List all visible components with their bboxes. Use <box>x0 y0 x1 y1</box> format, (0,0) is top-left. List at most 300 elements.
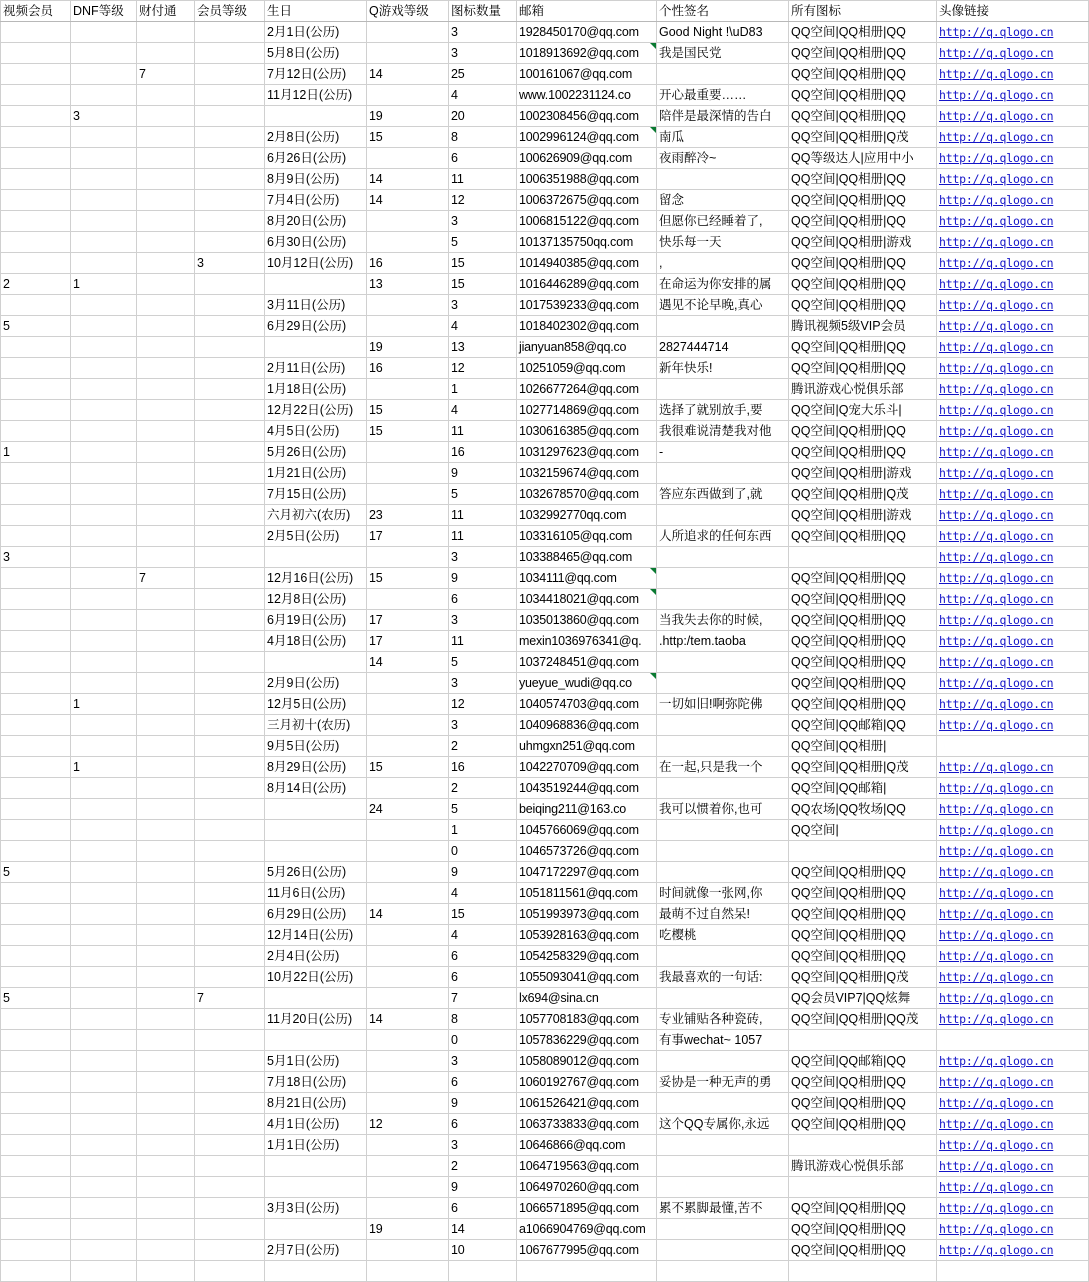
table-row[interactable] <box>1 589 1089 610</box>
cell-dnf_level[interactable] <box>71 925 137 946</box>
cell-video_vip[interactable] <box>1 400 71 421</box>
avatar-link[interactable]: http://q.qlogo.cn <box>939 46 1054 60</box>
cell-dnf_level[interactable] <box>71 631 137 652</box>
cell-birthday[interactable]: 2月8日(公历) <box>265 127 367 148</box>
cell-email[interactable]: 1054258329@qq.com <box>517 946 657 967</box>
cell-birthday[interactable]: 6月29日(公历) <box>265 904 367 925</box>
cell-dnf_level[interactable] <box>71 22 137 43</box>
cell-signature[interactable]: .http:/tem.taoba <box>657 631 789 652</box>
cell-birthday[interactable] <box>265 652 367 673</box>
cell-video_vip[interactable] <box>1 694 71 715</box>
table-row[interactable] <box>1 526 1089 547</box>
cell-qgame_level[interactable]: 16 <box>367 358 449 379</box>
cell-avatar_link[interactable] <box>937 1177 1089 1198</box>
avatar-link[interactable]: http://q.qlogo.cn <box>939 718 1054 732</box>
cell-qgame_level[interactable] <box>367 1156 449 1177</box>
cell-all_icons[interactable]: QQ空间|QQ相册|QQ <box>789 862 937 883</box>
cell-signature[interactable]: 陪伴是最深情的告白 <box>657 106 789 127</box>
cell-dnf_level[interactable] <box>71 862 137 883</box>
cell-qgame_level[interactable] <box>367 1093 449 1114</box>
cell-qgame_level[interactable] <box>367 862 449 883</box>
avatar-link[interactable]: http://q.qlogo.cn <box>939 613 1054 627</box>
cell-icon_count[interactable]: 2 <box>449 778 517 799</box>
cell-video_vip[interactable] <box>1 1240 71 1261</box>
cell-email[interactable]: 1034418021@qq.com <box>517 589 657 610</box>
cell-avatar_link[interactable] <box>937 652 1089 673</box>
cell-email[interactable]: 1061526421@qq.com <box>517 1093 657 1114</box>
cell-video_vip[interactable] <box>1 610 71 631</box>
cell-all_icons[interactable] <box>789 841 937 862</box>
cell-birthday[interactable]: 6月26日(公历) <box>265 148 367 169</box>
cell-video_vip[interactable] <box>1 883 71 904</box>
cell-qgame_level[interactable] <box>367 589 449 610</box>
cell-caifutong[interactable] <box>137 1261 195 1282</box>
cell-all_icons[interactable]: QQ空间|QQ相册|QQ <box>789 442 937 463</box>
cell-all_icons[interactable]: QQ空间|QQ相册|QQ <box>789 106 937 127</box>
cell-email[interactable]: www.1002231124.co <box>517 85 657 106</box>
avatar-link[interactable]: http://q.qlogo.cn <box>939 67 1054 81</box>
table-row[interactable] <box>1 568 1089 589</box>
table-row[interactable] <box>1 1093 1089 1114</box>
cell-all_icons[interactable]: QQ空间|QQ相册|QQ <box>789 295 937 316</box>
cell-birthday[interactable] <box>265 1177 367 1198</box>
cell-signature[interactable]: 我最喜欢的一句话: <box>657 967 789 988</box>
cell-avatar_link[interactable] <box>937 841 1089 862</box>
cell-video_vip[interactable] <box>1 211 71 232</box>
table-row[interactable] <box>1 1051 1089 1072</box>
cell-dnf_level[interactable] <box>71 904 137 925</box>
cell-caifutong[interactable] <box>137 211 195 232</box>
cell-member_level[interactable] <box>195 148 265 169</box>
cell-birthday[interactable]: 2月4日(公历) <box>265 946 367 967</box>
avatar-link[interactable]: http://q.qlogo.cn <box>939 109 1054 123</box>
cell-video_vip[interactable] <box>1 295 71 316</box>
cell-avatar_link[interactable] <box>937 904 1089 925</box>
cell-email[interactable]: jianyuan858@qq.co <box>517 337 657 358</box>
avatar-link[interactable]: http://q.qlogo.cn <box>939 151 1054 165</box>
cell-birthday[interactable] <box>265 337 367 358</box>
cell-signature[interactable] <box>657 1156 789 1177</box>
cell-email[interactable]: 10646866@qq.com <box>517 1135 657 1156</box>
cell-birthday[interactable]: 1月1日(公历) <box>265 1135 367 1156</box>
table-row[interactable] <box>1 652 1089 673</box>
cell-member_level[interactable] <box>195 946 265 967</box>
cell-avatar_link[interactable] <box>937 190 1089 211</box>
cell-email[interactable]: 1018402302@qq.com <box>517 316 657 337</box>
cell-caifutong[interactable] <box>137 652 195 673</box>
cell-dnf_level[interactable]: 1 <box>71 757 137 778</box>
cell-video_vip[interactable] <box>1 463 71 484</box>
cell-video_vip[interactable] <box>1 1093 71 1114</box>
cell-all_icons[interactable]: 腾讯视频5级VIP会员 <box>789 316 937 337</box>
cell-icon_count[interactable]: 3 <box>449 22 517 43</box>
avatar-link[interactable]: http://q.qlogo.cn <box>939 424 1054 438</box>
cell-dnf_level[interactable] <box>71 190 137 211</box>
cell-signature[interactable]: Good Night !\uD83 <box>657 22 789 43</box>
cell-birthday[interactable]: 7月12日(公历) <box>265 64 367 85</box>
cell-qgame_level[interactable]: 15 <box>367 568 449 589</box>
cell-signature[interactable] <box>657 64 789 85</box>
cell-qgame_level[interactable] <box>367 85 449 106</box>
cell-dnf_level[interactable] <box>71 673 137 694</box>
cell-all_icons[interactable]: QQ空间|QQ相册|Q茂 <box>789 967 937 988</box>
table-row[interactable] <box>1 421 1089 442</box>
cell-caifutong[interactable] <box>137 631 195 652</box>
cell-email[interactable]: 1027714869@qq.com <box>517 400 657 421</box>
cell-member_level[interactable] <box>195 568 265 589</box>
cell-all_icons[interactable]: QQ空间|QQ相册| <box>789 736 937 757</box>
cell-birthday[interactable] <box>265 274 367 295</box>
cell-all_icons[interactable]: QQ空间|QQ相册|QQ <box>789 589 937 610</box>
avatar-link[interactable]: http://q.qlogo.cn <box>939 403 1054 417</box>
table-row[interactable] <box>1 757 1089 778</box>
cell-caifutong[interactable] <box>137 1156 195 1177</box>
cell-dnf_level[interactable]: 1 <box>71 694 137 715</box>
cell-qgame_level[interactable]: 14 <box>367 904 449 925</box>
cell-caifutong[interactable] <box>137 1009 195 1030</box>
cell-caifutong[interactable] <box>137 1240 195 1261</box>
cell-dnf_level[interactable] <box>71 1135 137 1156</box>
cell-member_level[interactable] <box>195 547 265 568</box>
cell-video_vip[interactable] <box>1 925 71 946</box>
cell-all_icons[interactable]: QQ空间|QQ相册|Q茂 <box>789 127 937 148</box>
cell-qgame_level[interactable] <box>367 925 449 946</box>
cell-member_level[interactable] <box>195 778 265 799</box>
cell-qgame_level[interactable] <box>367 1072 449 1093</box>
cell-birthday[interactable]: 8月9日(公历) <box>265 169 367 190</box>
cell-dnf_level[interactable] <box>71 988 137 1009</box>
cell-email[interactable]: 1018913692@qq.com <box>517 43 657 64</box>
cell-email[interactable]: 1047172297@qq.com <box>517 862 657 883</box>
cell-icon_count[interactable]: 11 <box>449 631 517 652</box>
cell-icon_count[interactable]: 4 <box>449 883 517 904</box>
cell-birthday[interactable] <box>265 1219 367 1240</box>
cell-icon_count[interactable]: 4 <box>449 400 517 421</box>
cell-email[interactable]: 1002996124@qq.com <box>517 127 657 148</box>
column-header-member_level[interactable]: 会员等级 <box>195 1 265 22</box>
cell-member_level[interactable] <box>195 883 265 904</box>
cell-email[interactable]: 1046573726@qq.com <box>517 841 657 862</box>
cell-email[interactable]: 1032159674@qq.com <box>517 463 657 484</box>
cell-email[interactable]: 1031297623@qq.com <box>517 442 657 463</box>
cell-dnf_level[interactable] <box>71 316 137 337</box>
cell-email[interactable] <box>517 1261 657 1282</box>
cell-dnf_level[interactable] <box>71 337 137 358</box>
cell-member_level[interactable] <box>195 400 265 421</box>
cell-all_icons[interactable]: QQ空间|QQ相册|QQ <box>789 64 937 85</box>
cell-avatar_link[interactable] <box>937 589 1089 610</box>
cell-caifutong[interactable] <box>137 988 195 1009</box>
cell-caifutong[interactable] <box>137 169 195 190</box>
cell-birthday[interactable]: 8月14日(公历) <box>265 778 367 799</box>
cell-dnf_level[interactable] <box>71 1030 137 1051</box>
cell-email[interactable]: 1045766069@qq.com <box>517 820 657 841</box>
table-row[interactable] <box>1 1261 1089 1282</box>
cell-qgame_level[interactable]: 15 <box>367 400 449 421</box>
cell-all_icons[interactable]: QQ空间|QQ相册|QQ <box>789 1072 937 1093</box>
cell-dnf_level[interactable] <box>71 652 137 673</box>
cell-dnf_level[interactable] <box>71 400 137 421</box>
cell-icon_count[interactable]: 16 <box>449 442 517 463</box>
cell-dnf_level[interactable] <box>71 1051 137 1072</box>
cell-email[interactable]: 100626909@qq.com <box>517 148 657 169</box>
cell-email[interactable]: 1034111@qq.com <box>517 568 657 589</box>
cell-all_icons[interactable]: QQ空间|QQ相册|游戏 <box>789 463 937 484</box>
cell-video_vip[interactable] <box>1 253 71 274</box>
cell-member_level[interactable] <box>195 862 265 883</box>
cell-avatar_link[interactable] <box>937 1261 1089 1282</box>
column-header-qgame_level[interactable]: Q游戏等级 <box>367 1 449 22</box>
cell-caifutong[interactable] <box>137 757 195 778</box>
cell-birthday[interactable] <box>265 1156 367 1177</box>
cell-birthday[interactable] <box>265 1030 367 1051</box>
cell-video_vip[interactable] <box>1 1009 71 1030</box>
cell-email[interactable]: 1002308456@qq.com <box>517 106 657 127</box>
table-row[interactable] <box>1 232 1089 253</box>
cell-avatar_link[interactable] <box>937 421 1089 442</box>
cell-avatar_link[interactable] <box>937 442 1089 463</box>
cell-all_icons[interactable]: QQ空间|QQ相册|QQ <box>789 694 937 715</box>
cell-email[interactable]: 1064970260@qq.com <box>517 1177 657 1198</box>
cell-email[interactable]: 1035013860@qq.com <box>517 610 657 631</box>
avatar-link[interactable]: http://q.qlogo.cn <box>939 25 1054 39</box>
cell-signature[interactable]: 这个QQ专属你,永远 <box>657 1114 789 1135</box>
cell-icon_count[interactable]: 5 <box>449 652 517 673</box>
cell-birthday[interactable]: 2月5日(公历) <box>265 526 367 547</box>
cell-member_level[interactable] <box>195 841 265 862</box>
cell-icon_count[interactable]: 3 <box>449 547 517 568</box>
cell-qgame_level[interactable] <box>367 22 449 43</box>
cell-email[interactable]: beiqing211@163.co <box>517 799 657 820</box>
table-row[interactable] <box>1 1240 1089 1261</box>
cell-member_level[interactable] <box>195 736 265 757</box>
cell-email[interactable]: 1051993973@qq.com <box>517 904 657 925</box>
cell-email[interactable]: 10137135750qq.com <box>517 232 657 253</box>
cell-qgame_level[interactable] <box>367 1135 449 1156</box>
cell-signature[interactable] <box>657 652 789 673</box>
cell-birthday[interactable]: 9月5日(公历) <box>265 736 367 757</box>
table-row[interactable] <box>1 547 1089 568</box>
cell-member_level[interactable] <box>195 820 265 841</box>
cell-video_vip[interactable] <box>1 1072 71 1093</box>
cell-qgame_level[interactable]: 14 <box>367 169 449 190</box>
cell-video_vip[interactable] <box>1 232 71 253</box>
cell-icon_count[interactable]: 8 <box>449 127 517 148</box>
cell-all_icons[interactable]: QQ空间|QQ相册|游戏 <box>789 505 937 526</box>
cell-member_level[interactable] <box>195 589 265 610</box>
avatar-link[interactable]: http://q.qlogo.cn <box>939 928 1054 942</box>
cell-all_icons[interactable] <box>789 1261 937 1282</box>
cell-qgame_level[interactable] <box>367 148 449 169</box>
cell-birthday[interactable] <box>265 1261 367 1282</box>
cell-dnf_level[interactable] <box>71 232 137 253</box>
table-row[interactable] <box>1 1219 1089 1240</box>
cell-icon_count[interactable]: 11 <box>449 169 517 190</box>
cell-all_icons[interactable]: QQ空间|QQ相册|QQ茂 <box>789 1009 937 1030</box>
avatar-link[interactable]: http://q.qlogo.cn <box>939 277 1054 291</box>
cell-email[interactable]: 1040574703@qq.com <box>517 694 657 715</box>
cell-member_level[interactable] <box>195 631 265 652</box>
cell-video_vip[interactable] <box>1 757 71 778</box>
cell-all_icons[interactable]: QQ空间| <box>789 820 937 841</box>
cell-email[interactable]: 1026677264@qq.com <box>517 379 657 400</box>
cell-video_vip[interactable] <box>1 715 71 736</box>
cell-birthday[interactable]: 7月4日(公历) <box>265 190 367 211</box>
cell-video_vip[interactable]: 3 <box>1 547 71 568</box>
cell-dnf_level[interactable] <box>71 526 137 547</box>
cell-birthday[interactable] <box>265 841 367 862</box>
cell-all_icons[interactable]: QQ空间|QQ相册|游戏 <box>789 232 937 253</box>
cell-caifutong[interactable] <box>137 841 195 862</box>
cell-caifutong[interactable] <box>137 106 195 127</box>
cell-birthday[interactable]: 3月3日(公历) <box>265 1198 367 1219</box>
cell-avatar_link[interactable] <box>937 631 1089 652</box>
cell-all_icons[interactable]: QQ空间|QQ相册|QQ <box>789 1198 937 1219</box>
cell-birthday[interactable]: 4月5日(公历) <box>265 421 367 442</box>
cell-avatar_link[interactable] <box>937 799 1089 820</box>
cell-icon_count[interactable]: 6 <box>449 967 517 988</box>
cell-all_icons[interactable] <box>789 1135 937 1156</box>
cell-caifutong[interactable] <box>137 1135 195 1156</box>
cell-all_icons[interactable]: QQ空间|QQ相册|QQ <box>789 274 937 295</box>
table-row[interactable] <box>1 316 1089 337</box>
cell-email[interactable]: 10251059@qq.com <box>517 358 657 379</box>
cell-birthday[interactable]: 1月21日(公历) <box>265 463 367 484</box>
cell-video_vip[interactable] <box>1 64 71 85</box>
cell-caifutong[interactable] <box>137 484 195 505</box>
cell-all_icons[interactable]: QQ空间|QQ相册|QQ <box>789 253 937 274</box>
avatar-link[interactable]: http://q.qlogo.cn <box>939 1012 1054 1026</box>
avatar-link[interactable]: http://q.qlogo.cn <box>939 256 1054 270</box>
cell-icon_count[interactable]: 15 <box>449 274 517 295</box>
cell-icon_count[interactable]: 3 <box>449 715 517 736</box>
cell-avatar_link[interactable] <box>937 274 1089 295</box>
cell-signature[interactable]: 快乐每一天 <box>657 232 789 253</box>
cell-caifutong[interactable] <box>137 1198 195 1219</box>
cell-video_vip[interactable] <box>1 85 71 106</box>
cell-avatar_link[interactable] <box>937 568 1089 589</box>
cell-video_vip[interactable] <box>1 589 71 610</box>
cell-all_icons[interactable]: QQ等级达人|应用中小 <box>789 148 937 169</box>
cell-avatar_link[interactable] <box>937 127 1089 148</box>
cell-all_icons[interactable]: QQ空间|QQ相册|QQ <box>789 190 937 211</box>
avatar-link[interactable]: http://q.qlogo.cn <box>939 382 1054 396</box>
table-row[interactable] <box>1 295 1089 316</box>
cell-qgame_level[interactable]: 13 <box>367 274 449 295</box>
cell-member_level[interactable] <box>195 1198 265 1219</box>
table-row[interactable] <box>1 505 1089 526</box>
cell-icon_count[interactable]: 5 <box>449 484 517 505</box>
cell-caifutong[interactable] <box>137 1177 195 1198</box>
cell-dnf_level[interactable] <box>71 1177 137 1198</box>
cell-video_vip[interactable] <box>1 22 71 43</box>
cell-video_vip[interactable]: 1 <box>1 442 71 463</box>
cell-video_vip[interactable] <box>1 967 71 988</box>
table-row[interactable] <box>1 337 1089 358</box>
cell-birthday[interactable]: 2月11日(公历) <box>265 358 367 379</box>
cell-birthday[interactable]: 2月7日(公历) <box>265 1240 367 1261</box>
cell-email[interactable]: 1051811561@qq.com <box>517 883 657 904</box>
cell-email[interactable]: 1032678570@qq.com <box>517 484 657 505</box>
cell-all_icons[interactable]: QQ空间|QQ邮箱|QQ <box>789 715 937 736</box>
cell-email[interactable]: 1057708183@qq.com <box>517 1009 657 1030</box>
cell-icon_count[interactable]: 16 <box>449 757 517 778</box>
cell-video_vip[interactable] <box>1 1156 71 1177</box>
cell-avatar_link[interactable] <box>937 169 1089 190</box>
cell-signature[interactable] <box>657 1261 789 1282</box>
avatar-link[interactable]: http://q.qlogo.cn <box>939 1159 1054 1173</box>
cell-dnf_level[interactable] <box>71 967 137 988</box>
cell-dnf_level[interactable] <box>71 442 137 463</box>
cell-member_level[interactable] <box>195 232 265 253</box>
cell-qgame_level[interactable]: 17 <box>367 526 449 547</box>
cell-qgame_level[interactable] <box>367 442 449 463</box>
cell-birthday[interactable]: 6月30日(公历) <box>265 232 367 253</box>
cell-member_level[interactable] <box>195 211 265 232</box>
cell-qgame_level[interactable]: 14 <box>367 64 449 85</box>
cell-signature[interactable]: 遇见不论早晚,真心 <box>657 295 789 316</box>
cell-avatar_link[interactable] <box>937 757 1089 778</box>
cell-qgame_level[interactable] <box>367 883 449 904</box>
avatar-link[interactable]: http://q.qlogo.cn <box>939 550 1054 564</box>
cell-icon_count[interactable]: 6 <box>449 1114 517 1135</box>
cell-dnf_level[interactable] <box>71 127 137 148</box>
cell-all_icons[interactable]: QQ空间|QQ相册|QQ <box>789 1219 937 1240</box>
cell-dnf_level[interactable] <box>71 358 137 379</box>
cell-video_vip[interactable] <box>1 43 71 64</box>
cell-caifutong[interactable] <box>137 1051 195 1072</box>
avatar-link[interactable]: http://q.qlogo.cn <box>939 802 1054 816</box>
table-row[interactable] <box>1 1135 1089 1156</box>
cell-signature[interactable]: 吃樱桃 <box>657 925 789 946</box>
cell-caifutong[interactable] <box>137 442 195 463</box>
cell-birthday[interactable]: 10月12日(公历) <box>265 253 367 274</box>
cell-all_icons[interactable]: QQ空间|QQ相册|QQ <box>789 904 937 925</box>
cell-avatar_link[interactable] <box>937 1114 1089 1135</box>
cell-avatar_link[interactable] <box>937 526 1089 547</box>
cell-icon_count[interactable]: 9 <box>449 463 517 484</box>
cell-email[interactable]: 1037248451@qq.com <box>517 652 657 673</box>
avatar-link[interactable]: http://q.qlogo.cn <box>939 361 1054 375</box>
avatar-link[interactable]: http://q.qlogo.cn <box>939 1201 1054 1215</box>
cell-video_vip[interactable] <box>1 190 71 211</box>
cell-member_level[interactable] <box>195 295 265 316</box>
cell-avatar_link[interactable] <box>937 1009 1089 1030</box>
cell-member_level[interactable] <box>195 85 265 106</box>
avatar-link[interactable]: http://q.qlogo.cn <box>939 319 1054 333</box>
avatar-link[interactable]: http://q.qlogo.cn <box>939 592 1054 606</box>
cell-qgame_level[interactable] <box>367 988 449 1009</box>
cell-icon_count[interactable]: 4 <box>449 925 517 946</box>
cell-signature[interactable]: 答应东西做到了,就 <box>657 484 789 505</box>
cell-icon_count[interactable]: 8 <box>449 1009 517 1030</box>
table-row[interactable] <box>1 799 1089 820</box>
cell-video_vip[interactable] <box>1 337 71 358</box>
table-row[interactable] <box>1 274 1089 295</box>
cell-all_icons[interactable]: QQ空间|QQ邮箱| <box>789 778 937 799</box>
cell-caifutong[interactable] <box>137 148 195 169</box>
cell-caifutong[interactable] <box>137 232 195 253</box>
cell-dnf_level[interactable] <box>71 589 137 610</box>
avatar-link[interactable]: http://q.qlogo.cn <box>939 844 1054 858</box>
cell-signature[interactable] <box>657 379 789 400</box>
cell-caifutong[interactable]: 7 <box>137 64 195 85</box>
cell-email[interactable]: 1064719563@qq.com <box>517 1156 657 1177</box>
cell-member_level[interactable] <box>195 925 265 946</box>
cell-member_level[interactable] <box>195 22 265 43</box>
avatar-link[interactable]: http://q.qlogo.cn <box>939 193 1054 207</box>
cell-icon_count[interactable]: 3 <box>449 1135 517 1156</box>
